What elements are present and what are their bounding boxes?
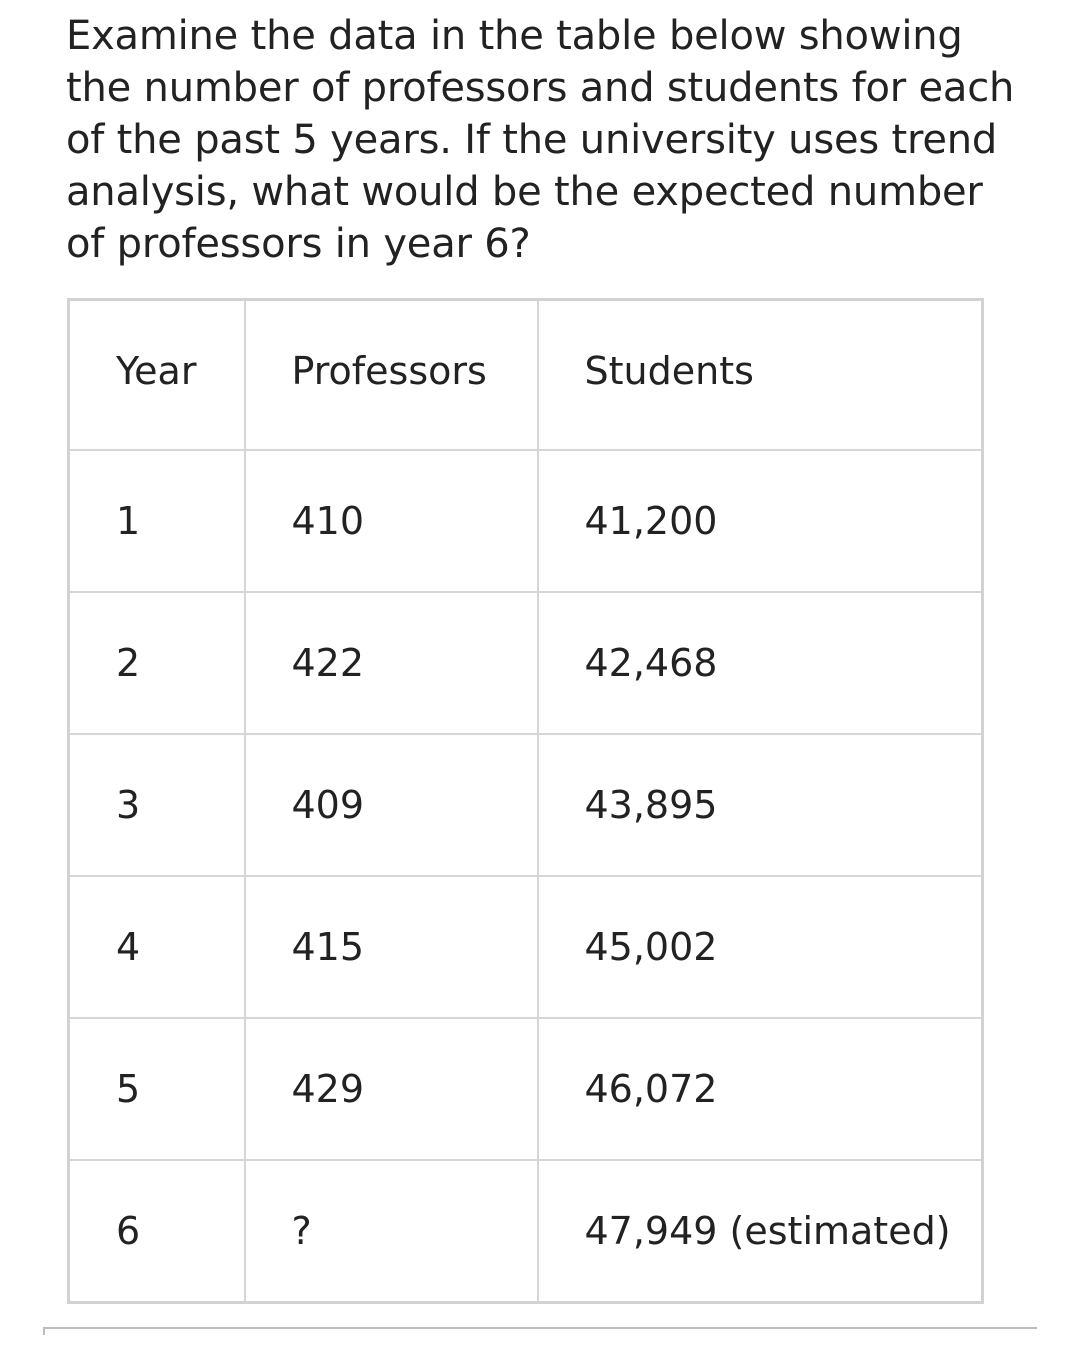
cell-year: 1: [69, 450, 245, 592]
bottom-divider-tick: [43, 1327, 45, 1335]
cell-students: 47,949 (estimated): [538, 1160, 983, 1303]
table-row: [69, 1160, 983, 1303]
cell-students: 45,002: [538, 876, 983, 1018]
question-text: Examine the data in the table below showing the number of professors and students for each of the past 5 years. If the university uses trend analysis, what would be the expected number of professors in year 6?: [66, 13, 1015, 267]
cell-professors: 429: [245, 1018, 538, 1160]
table-header-row: [69, 300, 983, 451]
table-row: [69, 876, 983, 1018]
cell-professors: 422: [245, 592, 538, 734]
cell-year: 5: [69, 1018, 245, 1160]
cell-students: 46,072: [538, 1018, 983, 1160]
cell-year: 6: [69, 1160, 245, 1303]
bottom-divider: [43, 1327, 1037, 1329]
cell-students: 43,895: [538, 734, 983, 876]
cell-year: 2: [69, 592, 245, 734]
header-students: Students: [538, 300, 983, 451]
cell-year: 3: [69, 734, 245, 876]
cell-students: 41,200: [538, 450, 983, 592]
table-row: [69, 1018, 983, 1160]
table-row: [69, 734, 983, 876]
cell-professors: 409: [245, 734, 538, 876]
cell-students: 42,468: [538, 592, 983, 734]
header-year: Year: [69, 300, 245, 451]
table-row: [69, 450, 983, 592]
table-row: [69, 592, 983, 734]
cell-professors: 410: [245, 450, 538, 592]
header-professors: Professors: [245, 300, 538, 451]
cell-professors: 415: [245, 876, 538, 1018]
data-table: [67, 298, 984, 1304]
cell-year: 4: [69, 876, 245, 1018]
cell-professors: ?: [245, 1160, 538, 1303]
